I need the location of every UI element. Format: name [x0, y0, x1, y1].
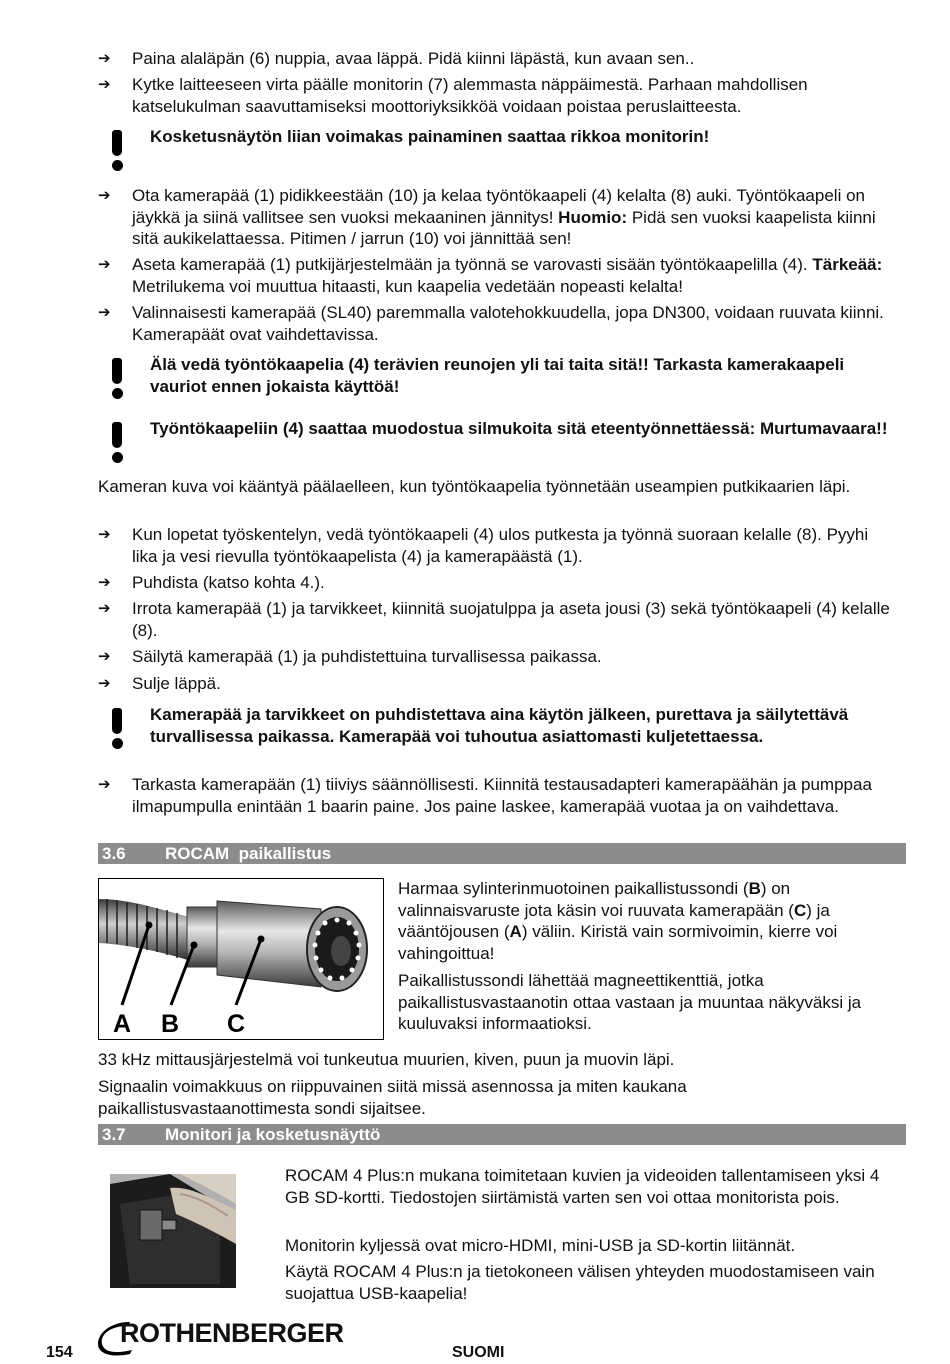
warning-block: [110, 354, 900, 397]
warning-text: Työntökaapeliin (4) saattaa muodostua silmukoita sitä eteentyönnettäessä: Murtumavaara!!: [150, 419, 888, 438]
arrow-icon: ➔: [98, 50, 111, 67]
exclamation-icon: [110, 708, 124, 749]
arrow-icon: ➔: [98, 256, 111, 273]
bullet-text: Sulje läppä.: [132, 674, 221, 693]
arrow-icon: ➔: [98, 600, 111, 617]
bullet-item: [98, 673, 898, 695]
arrow-icon: ➔: [98, 76, 111, 93]
warning-text: Älä vedä työntökaapelia (4) terävien reunojen yli tai taita sitä!! Tarkasta kamerakaapeli vauriot ennen jokaista käyttöä!: [150, 355, 845, 396]
bullet-text: Aseta kamerapää (1) putkijärjestelmään ja työnnä se varovasti sisään työntökaapelilla (4). Tärkeää: Metrilukema voi muuttua hitaasti, kun kaapelia vedetään nopeasti kelalta!: [132, 255, 883, 296]
bullet-item: [98, 185, 898, 250]
arrow-icon: ➔: [98, 304, 111, 321]
bullet-item: [98, 572, 898, 594]
figure-label-a: A: [113, 1010, 132, 1038]
paragraph: ROCAM 4 Plus:n mukana toimitetaan kuvien ja videoiden tallentamiseen yksi 4 GB SD-kortti. Tiedostojen siirtämistä varten sen voi ottaa monitorista pois.: [285, 1166, 880, 1207]
arrow-icon: ➔: [98, 675, 111, 692]
bullet-item: [98, 646, 898, 668]
paragraph: Käytä ROCAM 4 Plus:n ja tietokoneen välisen yhteyden muodostamiseen vain suojattua USB-kaapelia!: [285, 1262, 875, 1303]
bullet-text: Irrota kamerapää (1) ja tarvikkeet, kiinnitä suojatulppa ja aseta jousi (3) sekä työntökaapeli (4) kelalle (8).: [132, 599, 890, 640]
bullet-item: [98, 774, 898, 817]
section-number: 3.6: [102, 844, 126, 863]
bullet-text: Tarkasta kamerapään (1) tiiviys säännöllisesti. Kiinnitä testausadapteri kamerapäähän ja pumppaa ilmapumpulla enintään 1 baarin paine. Jos paine laskee, kamerapää vuotaa ja on vaihdettava.: [132, 775, 872, 816]
brand-logo: [98, 1318, 358, 1358]
brand-name: ROTHENBERGER: [120, 1318, 344, 1348]
bullet-text: Puhdista (katso kohta 4.).: [132, 573, 325, 592]
paragraph: Harmaa sylinterinmuotoinen paikallistussondi (B) on valinnaisvaruste jota käsin voi ruuvata kamerapään (C) ja vääntöjousen (A) väliin. Kiristä vain sormivoimin, kierre voi vahingoittua!: [398, 879, 838, 963]
figure-label-b: B: [161, 1010, 180, 1038]
bullet-text: Kytke laitteeseen virta päälle monitorin (7) alemmasta näppäimestä. Parhaan mahdollisen katselukulman saavuttamiseksi moottoriyksikköä voidaan poistaa peruslaitteesta.: [132, 75, 808, 116]
bullet-item: [98, 524, 898, 567]
paragraph: Kameran kuva voi kääntyä päälaelleen, kun työntökaapelia työnnetään useampien putkikaarien läpi.: [98, 477, 851, 496]
paragraph: 33 kHz mittausjärjestelmä voi tunkeutua muurien, kiven, puun ja muovin läpi.: [98, 1050, 675, 1069]
exclamation-icon: [110, 358, 124, 399]
warning-block: [110, 418, 900, 440]
paragraph: Paikallistussondi lähettää magneettikenttiä, jotka paikallistusvastaanotin ottaa vastaan ja muuntaa näkyväksi ja kuuluvaksi informaatioksi.: [398, 971, 862, 1033]
arrow-icon: ➔: [98, 526, 111, 543]
figure-label-c: C: [227, 1010, 246, 1038]
section-header: [98, 1124, 906, 1145]
language-label: SUOMI: [452, 1344, 505, 1361]
camera-head-illustration: [99, 879, 383, 1039]
bullet-text: Kun lopetat työskentelyn, vedä työntökaapeli (4) ulos putkesta ja työnnä suoraan kelalle (8). Pyyhi lika ja vesi rievulla työntökaapelista (4) ja kamerapäästä (1).: [132, 525, 869, 566]
page-number: 154: [46, 1344, 73, 1361]
paragraph: Signaalin voimakkuus on riippuvainen siitä missä asennossa ja miten kaukana paikallistusvastaanottimesta sondi sijaitsee.: [98, 1077, 687, 1118]
section-number: 3.7: [102, 1125, 126, 1144]
bullet-text: Valinnaisesti kamerapää (SL40) paremmalla valotehokkuudella, jopa DN300, voidaan ruuvata kiinni. Kamerapäät ovat vaihdettavissa.: [132, 303, 884, 344]
bullet-item: [98, 254, 898, 297]
bullet-item: [98, 48, 898, 70]
bullet-text: Paina alaläpän (6) nuppia, avaa läppä. Pidä kiinni läpästä, kun avaan sen..: [132, 49, 695, 68]
sd-card-photo: [110, 1174, 236, 1288]
arrow-icon: ➔: [98, 776, 111, 793]
paragraph: Monitorin kyljessä ovat micro-HDMI, mini-USB ja SD-kortin liitännät.: [285, 1236, 796, 1255]
bullet-item: [98, 74, 898, 117]
exclamation-icon: [110, 422, 124, 463]
arrow-icon: ➔: [98, 648, 111, 665]
camera-head-figure: [98, 878, 384, 1040]
warning-text: Kamerapää ja tarvikkeet on puhdistettava aina käytön jälkeen, purettava ja säilytettävä turvallisessa paikassa. Kamerapää voi tuhoutua asiattomasti kuljetettaessa.: [150, 705, 849, 746]
bullet-text: Säilytä kamerapää (1) ja puhdistettuina turvallisessa paikassa.: [132, 647, 602, 666]
section-title: ROCAM paikallistus: [165, 844, 332, 863]
warning-block: [110, 126, 900, 148]
bullet-item: [98, 302, 898, 345]
section-title: Monitori ja kosketusnäyttö: [165, 1125, 381, 1144]
warning-block: [110, 704, 900, 747]
section-header: [98, 843, 906, 864]
exclamation-icon: [110, 130, 124, 171]
bullet-item: [98, 598, 898, 641]
arrow-icon: ➔: [98, 187, 111, 204]
arrow-icon: ➔: [98, 574, 111, 591]
warning-text: Kosketusnäytön liian voimakas painaminen saattaa rikkoa monitorin!: [150, 127, 710, 146]
bullet-text: Ota kamerapää (1) pidikkeestään (10) ja kelaa työntökaapeli (4) kelalta (8) auki. Työntökaapeli on jäykkä ja siinä vallitsee sen vuoksi mekaaninen jännitys! Huomio: Pidä sen vuoksi kaapelista kiinni sitä aukikelattaessa. Pitimen / jarrun (10) voi jännittää sen!: [132, 186, 876, 248]
sd-card-illustration: [110, 1174, 236, 1288]
